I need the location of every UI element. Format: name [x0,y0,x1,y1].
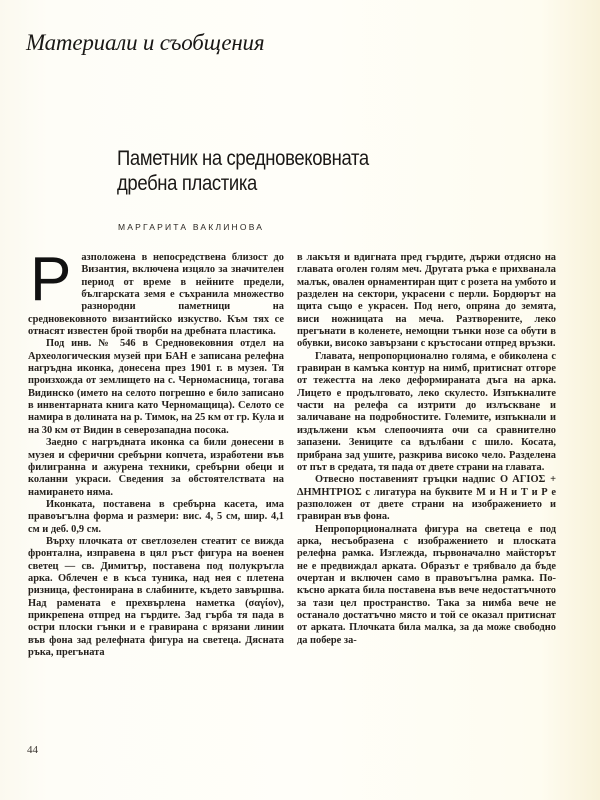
paragraph-text: азположена в непосредствена близост до Византия, включена изцяло за значителен период от време в нейните предели, българската земя е съхранила множество разнородни паметници на средновековното византийско изкуство. Към тях се отнасят известен брой творби на дребната пластика. [28,252,284,338]
paragraph: Под инв. № 546 в Средновековния отдел на Археологическия музей при БАН е записана релефна нагръдна иконка, донесена през 1901 г. в музея. Тя произхожда от землището на с. Черномасница, тогава Видинско (името на селото погрешно е било записано в инвентарната книга като Черномащица). Селото се намира в долината на р. Тимок, на 25 км от гр. Кула и на 30 км от Видин в северозападна посока. [28,338,284,436]
page-number: 44 [27,744,38,756]
right-column [297,252,556,647]
paragraph: Иконката, поставена в сребърна касета, има правоъгълна форма и размери: вис. 4, 5 см, шир. 4,1 см и деб. 0,9 см. [28,498,284,535]
article-author: МАРГАРИТА ВАКЛИНОВА [118,222,265,232]
article-title-line-2: дребна пластика [117,172,257,195]
left-column [28,245,284,659]
section-header: Материали и съобщения [26,30,265,55]
paragraph: Главата, непропорционално голяма, е обиколена с гравиран в камъка контур на нимб, притиснат отгоре от тежестта на леко деформираната дъга на арка. Лицето е продълговато, леко скулесто. Изпъкналите части на релефа са изтрити до излъскване и заличаване на подробностите. Големите, изпъкнали и издължени към слепоочията очи са сравнително запазени. Зениците са вдълбани с шило. Косата, прибрана зад ушите, разкрива високо чело. Разделена от път в средата, тя пада от двете страни на главата. [297,350,556,473]
article-title [117,146,369,196]
paragraph-intro [28,245,284,338]
paragraph: Върху плочката от светлозелен стеатит се вижда фронтална, изправена в цял ръст фигура на военен светец — св. Димитър, поставена под полукръгла арка. Облечен е в къса туника, над нея с плетена ризница, фестонирана в слабините, където завършва. Над рамената е прехвърлена наметка (σαγίον), прикрепена отпред на гърдите. Зад гърба тя пада в остри плоски гънки и е гравирана с врязани линии във фона зад релефната фигура на светеца. Дясната ръка, прегъната [28,535,284,658]
paragraph: Непропорционалната фигура на светеца е под арка, несъобразена с изображението и плоската релефна рамка. Изглежда, първоначално майсторът не е предвиждал арката. Образът е трябвало да бъде очертан и включен само в правоъгълна рамка. По-късно арката била поставена във вече недостатъчното за тази цел пространство. Така за нимба вече не останало достатъчно място и той се оказал притиснат от арката. Плочката била малка, за да може свободно да побере за- [297,523,556,646]
paragraph: Отвесно поставеният гръцки надпис Ο ΑΓΙΟΣ + ΔΗΜΗΤΡΙΟΣ с лигатура на буквите М и Н и Т и Р е разположен от двете страни на изображението и гравиран във фона. [297,474,556,523]
article-title-line-1: Паметник на средновековната [117,147,369,170]
paragraph-continued: в лакътя и вдигната пред гърдите, държи отдясно на главата оголен голям меч. Другата ръка е прихванала малък, овален орнаментиран щит с розета на умбото и разделен на сектори, украсени с перли. Бордюрът на щита също е украсен. Под него, опряна до земята, виси ножницата на меча. Разтворените, леко прегънати в коленете, немощни тънки нозе са обути в обувки, високо завързани с кръстосани отпред връзки. [297,252,556,350]
paragraph: Заедно с нагръдната иконка са били донесени в музея и сферични сребърни копчета, изработени във филигранна и ажурена техники, сребърни обеци и коланни украси. Сведения за обстоятелствата на намирането няма. [28,437,284,498]
drop-cap: Р [30,245,72,314]
